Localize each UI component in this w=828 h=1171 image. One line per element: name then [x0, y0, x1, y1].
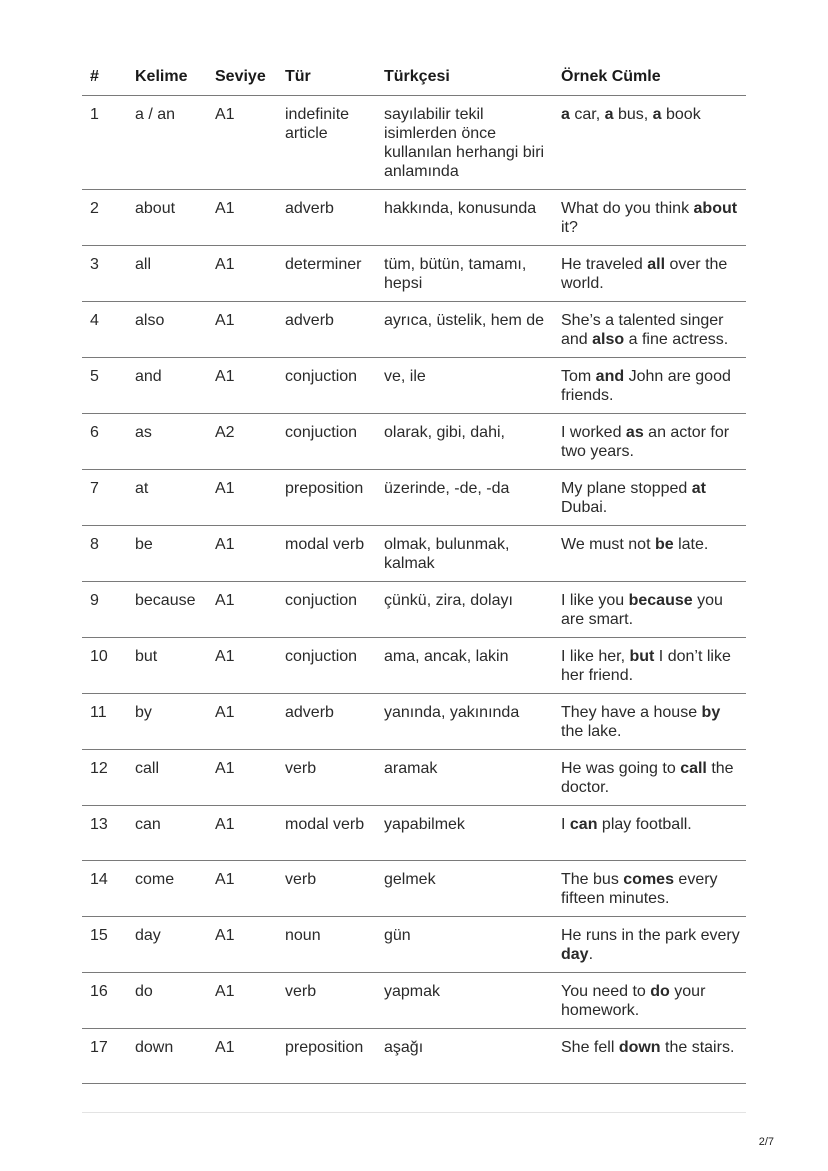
row-type: determiner [285, 245, 384, 301]
example-text: John are good friends. [561, 367, 731, 404]
table-row [82, 916, 746, 972]
row-level: A1 [215, 637, 285, 693]
row-turkish: yapabilmek [384, 805, 561, 860]
example-text: We must not [561, 535, 655, 553]
row-example [561, 693, 746, 749]
row-level: A1 [215, 469, 285, 525]
row-word: call [135, 749, 215, 805]
table-row [82, 637, 746, 693]
row-type: verb [285, 860, 384, 916]
row-turkish: üzerinde, -de, -da [384, 469, 561, 525]
row-word: and [135, 357, 215, 413]
example-text: I like you [561, 591, 629, 609]
row-example [561, 469, 746, 525]
header-number: # [82, 58, 135, 95]
example-keyword: also [592, 330, 625, 348]
header-type: Tür [285, 58, 384, 95]
row-example [561, 525, 746, 581]
example-text: book [661, 105, 701, 123]
row-number: 1 [82, 95, 135, 189]
row-turkish: yapmak [384, 972, 561, 1028]
row-level: A1 [215, 245, 285, 301]
row-level: A1 [215, 805, 285, 860]
row-number: 3 [82, 245, 135, 301]
row-example [561, 972, 746, 1028]
row-number: 9 [82, 581, 135, 637]
table-row [82, 972, 746, 1028]
example-text: car, [569, 105, 605, 123]
row-level: A1 [215, 1028, 285, 1083]
row-word: but [135, 637, 215, 693]
example-text: The bus [561, 870, 624, 888]
example-text: You need to [561, 982, 651, 1000]
row-example [561, 749, 746, 805]
row-turkish: gün [384, 916, 561, 972]
row-level: A1 [215, 860, 285, 916]
table-row [82, 749, 746, 805]
table-row [82, 413, 746, 469]
row-turkish: çünkü, zira, dolayı [384, 581, 561, 637]
row-number: 7 [82, 469, 135, 525]
example-text: I don’t like her friend. [561, 647, 731, 684]
row-number: 15 [82, 916, 135, 972]
row-type: adverb [285, 693, 384, 749]
row-type: preposition [285, 1028, 384, 1083]
table-row [82, 525, 746, 581]
row-type: verb [285, 972, 384, 1028]
row-type: conjuction [285, 357, 384, 413]
row-level: A1 [215, 916, 285, 972]
row-example [561, 301, 746, 357]
header-example: Örnek Cümle [561, 58, 746, 95]
example-keyword: and [595, 367, 625, 385]
row-example [561, 805, 746, 860]
example-text: I like her, [561, 647, 630, 665]
row-level: A1 [215, 301, 285, 357]
example-keyword: about [693, 199, 738, 217]
row-word: a / an [135, 95, 215, 189]
row-turkish: yanında, yakınında [384, 693, 561, 749]
row-level: A1 [215, 525, 285, 581]
row-turkish: hakkında, konusunda [384, 189, 561, 245]
example-text: He runs in the park every [561, 926, 740, 944]
row-turkish: sayılabilir tekil isimlerden önce kullanılan herhangi biri anlamında [384, 95, 561, 189]
row-example [561, 357, 746, 413]
example-text: you are smart. [561, 591, 723, 628]
row-example [561, 413, 746, 469]
header-word: Kelime [135, 58, 215, 95]
example-keyword: at [691, 479, 706, 497]
row-type: modal verb [285, 805, 384, 860]
row-level: A2 [215, 413, 285, 469]
table-row [82, 357, 746, 413]
row-word: do [135, 972, 215, 1028]
row-turkish: ama, ancak, lakin [384, 637, 561, 693]
row-word: come [135, 860, 215, 916]
table-row [82, 245, 746, 301]
example-text: late. [673, 535, 709, 553]
row-number: 8 [82, 525, 135, 581]
example-keyword: but [629, 647, 655, 665]
row-example [561, 95, 746, 189]
example-keyword: day [561, 945, 589, 963]
row-level: A1 [215, 693, 285, 749]
row-level: A1 [215, 749, 285, 805]
row-example [561, 860, 746, 916]
table-row [82, 95, 746, 189]
row-word: be [135, 525, 215, 581]
row-example [561, 1028, 746, 1083]
row-level: A1 [215, 581, 285, 637]
row-turkish: ve, ile [384, 357, 561, 413]
example-text: They have a house [561, 703, 702, 721]
table-row [82, 1028, 746, 1083]
row-turkish: olarak, gibi, dahi, [384, 413, 561, 469]
row-turkish: gelmek [384, 860, 561, 916]
example-text: every fifteen minutes. [561, 870, 718, 907]
table-header [82, 58, 746, 95]
row-word: all [135, 245, 215, 301]
row-word: down [135, 1028, 215, 1083]
header-level: Seviye [215, 58, 285, 95]
example-text: over the world. [561, 255, 728, 292]
row-number: 12 [82, 749, 135, 805]
table-row [82, 860, 746, 916]
row-number: 17 [82, 1028, 135, 1083]
row-example [561, 581, 746, 637]
example-keyword: a [652, 105, 662, 123]
example-text: She’s a talented singer and [561, 311, 724, 348]
table-row [82, 805, 746, 860]
example-keyword: a [561, 105, 570, 123]
row-word: about [135, 189, 215, 245]
example-text: the doctor. [561, 759, 734, 796]
row-number: 6 [82, 413, 135, 469]
row-turkish: tüm, bütün, tamamı, hepsi [384, 245, 561, 301]
example-text: He was going to [561, 759, 681, 777]
row-number: 2 [82, 189, 135, 245]
row-turkish: ayrıca, üstelik, hem de [384, 301, 561, 357]
row-number: 14 [82, 860, 135, 916]
row-number: 10 [82, 637, 135, 693]
row-number: 16 [82, 972, 135, 1028]
row-number: 5 [82, 357, 135, 413]
example-text: Dubai. [561, 498, 608, 516]
example-keyword: comes [623, 870, 674, 888]
row-word: because [135, 581, 215, 637]
example-keyword: as [625, 423, 644, 441]
row-type: verb [285, 749, 384, 805]
row-word: at [135, 469, 215, 525]
example-keyword: by [701, 703, 721, 721]
row-word: can [135, 805, 215, 860]
example-keyword: can [569, 815, 598, 833]
example-text: She fell [561, 1038, 619, 1056]
example-text: an actor for two years. [561, 423, 730, 460]
row-example [561, 916, 746, 972]
row-type: conjuction [285, 637, 384, 693]
row-word: also [135, 301, 215, 357]
table-row [82, 469, 746, 525]
example-keyword: do [650, 982, 670, 1000]
example-text: He traveled [561, 255, 648, 273]
row-word: day [135, 916, 215, 972]
row-type: adverb [285, 301, 384, 357]
row-type: preposition [285, 469, 384, 525]
example-text: I [561, 815, 570, 833]
row-number: 13 [82, 805, 135, 860]
row-example [561, 189, 746, 245]
example-text: a fine actress. [624, 330, 729, 348]
header-row [82, 58, 746, 95]
example-keyword: all [647, 255, 666, 273]
vocabulary-table [82, 58, 746, 1084]
row-level: A1 [215, 95, 285, 189]
example-text: your homework. [561, 982, 706, 1019]
row-type: adverb [285, 189, 384, 245]
example-text: . [588, 945, 594, 963]
table-row [82, 301, 746, 357]
example-text: bus, [613, 105, 653, 123]
example-text: it? [561, 218, 578, 236]
example-text: What do you think [561, 199, 694, 217]
table-body [82, 95, 746, 1084]
row-level: A1 [215, 357, 285, 413]
example-keyword: be [654, 535, 674, 553]
row-example [561, 245, 746, 301]
example-keyword: a [604, 105, 614, 123]
row-level: A1 [215, 189, 285, 245]
row-turkish: olmak, bulunmak, kalmak [384, 525, 561, 581]
page-number: 2/7 [758, 1136, 774, 1148]
table-row [82, 693, 746, 749]
example-keyword: call [680, 759, 707, 777]
example-text: the lake. [561, 722, 622, 740]
row-turkish: aramak [384, 749, 561, 805]
row-type: indefinite article [285, 95, 384, 189]
row-word: by [135, 693, 215, 749]
table-row [82, 581, 746, 637]
row-number: 11 [82, 693, 135, 749]
example-text: play football. [597, 815, 692, 833]
example-text: Tom [561, 367, 596, 385]
row-type: noun [285, 916, 384, 972]
row-type: conjuction [285, 413, 384, 469]
example-keyword: because [628, 591, 693, 609]
row-type: conjuction [285, 581, 384, 637]
row-type: modal verb [285, 525, 384, 581]
row-level: A1 [215, 972, 285, 1028]
row-turkish: aşağı [384, 1028, 561, 1083]
row-number: 4 [82, 301, 135, 357]
table-row [82, 189, 746, 245]
footer-divider [82, 1112, 746, 1113]
example-text: the stairs. [660, 1038, 735, 1056]
row-word: as [135, 413, 215, 469]
example-text: My plane stopped [561, 479, 692, 497]
example-keyword: down [618, 1038, 661, 1056]
row-example [561, 637, 746, 693]
example-text: I worked [561, 423, 626, 441]
header-turkish: Türkçesi [384, 58, 561, 95]
